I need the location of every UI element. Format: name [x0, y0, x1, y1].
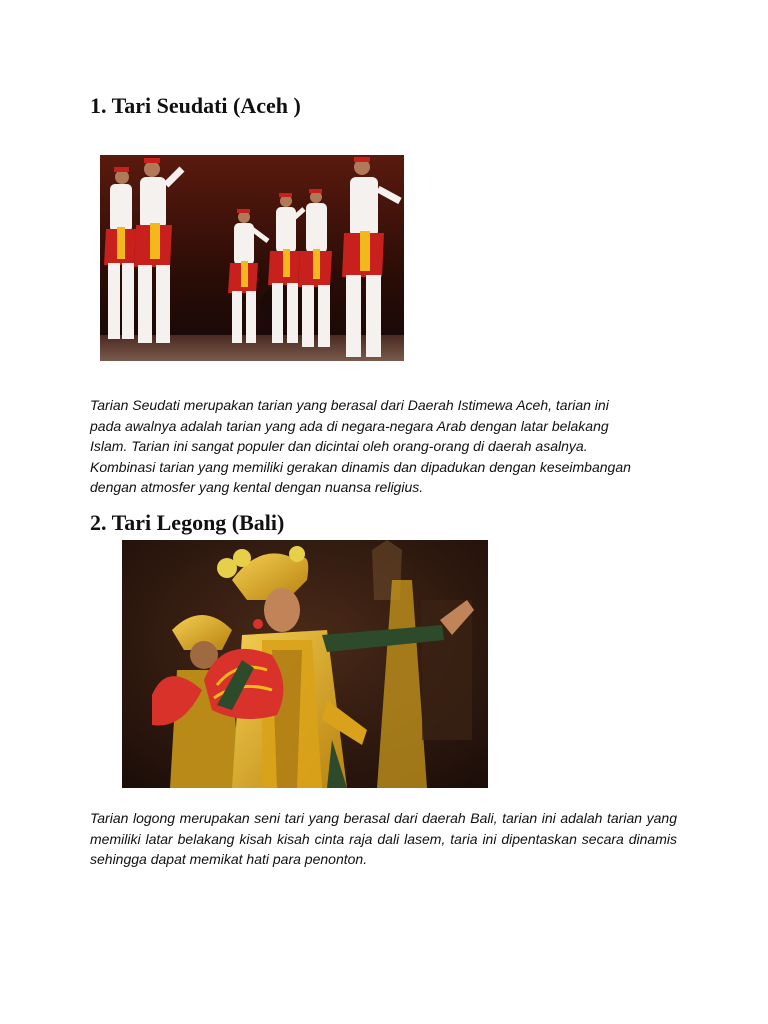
legong-dancer-photo [122, 540, 488, 788]
seudati-description [90, 395, 690, 498]
section-heading-seudati: 1. Tari Seudati (Aceh ) [90, 93, 301, 118]
section-heading-legong: 2. Tari Legong (Bali) [90, 510, 285, 535]
paragraph-line: dengan atmosfer yang kental dengan nuansa religius. [90, 479, 424, 495]
seudati-dancers-photo [100, 155, 404, 361]
paragraph-line: Islam. Tarian ini sangat populer dan dicintai oleh orang-orang di daerah asalnya. [90, 438, 588, 454]
paragraph-line: Tarian Seudati merupakan tarian yang berasal dari Daerah Istimewa Aceh, tarian ini [90, 397, 609, 413]
seudati-photo-illustration [100, 155, 404, 361]
legong-description: Tarian logong merupakan seni tari yang berasal dari daerah Bali, tarian ini adalah tarian yang memiliki latar belakang kisah kisah cinta raja dali lasem, taria ini dipentaskan secara dinamis sehingga dapat memikat hati para penonton. [90, 810, 677, 867]
paragraph-line: pada awalnya adalah tarian yang ada di negara-negara Arab dengan latar belakang [90, 417, 609, 434]
paragraph-line: Kombinasi tarian yang memiliki gerakan dinamis dan dipadukan dengan keseimbangan [90, 458, 631, 475]
legong-photo-illustration [122, 540, 488, 788]
